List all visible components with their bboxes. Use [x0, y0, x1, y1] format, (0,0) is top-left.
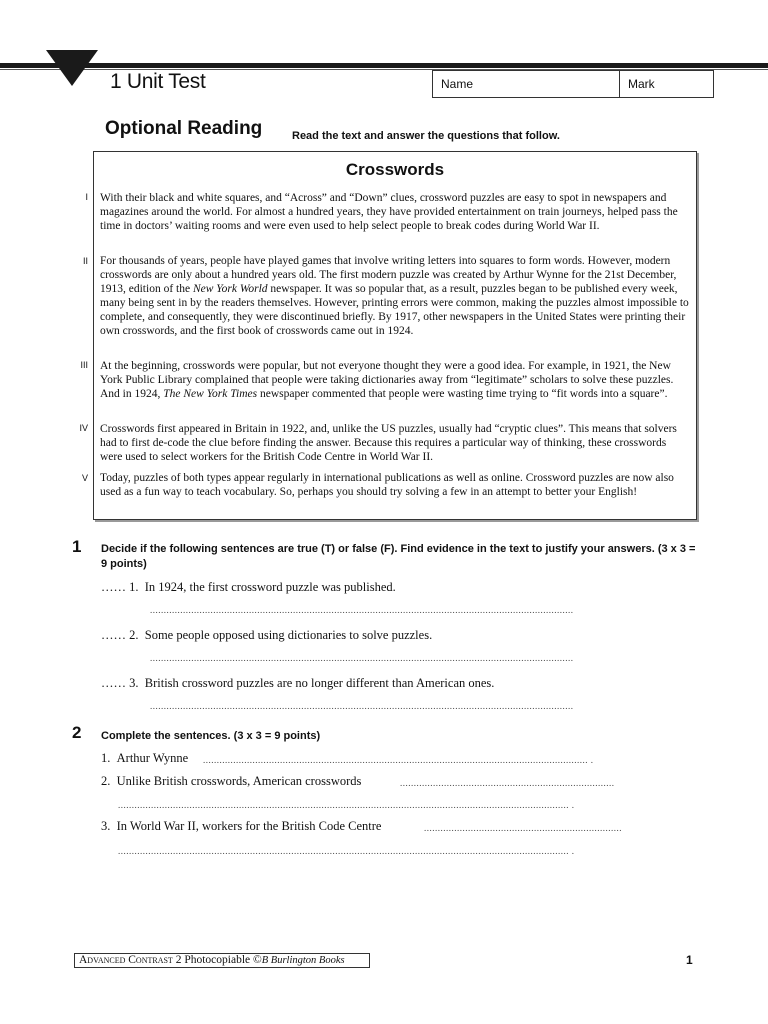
answer-line[interactable]: .................................................................................................................................................................... .: [118, 846, 575, 856]
answer-line[interactable]: ..........................................................................................................................................................: [150, 653, 574, 663]
completion-item: 1. Arthur Wynne: [101, 751, 189, 765]
paragraph-number: V: [81, 473, 88, 483]
tf-item: …… 3. British crossword puzzles are no longer different than American ones.: [101, 676, 495, 690]
paragraph-2: For thousands of years, people have played games that involve writing letters into squares to form words. However, modern crosswords are only about a hundred years old. The first modern puzzle was created by Arthur Wynne for the 21st December, 1913, edition of the New York World newspaper. It was so popular that, as a result, puzzles began to be published every week, many being sent in by the readers themselves. However, printing errors were common, making the puzzles almost impossible to complete, and consequently, they were discontinued briefly. By 1917, other newspapers in the United States were printing their own crosswords, and the first book of crosswords came out in 1924.: [100, 255, 689, 337]
paragraph-number: III: [80, 360, 88, 370]
page-number: 1: [686, 953, 693, 967]
unit-title: 1 Unit Test: [110, 70, 206, 93]
tf-item: …… 1. In 1924, the first crossword puzzle was published.: [101, 580, 396, 594]
paragraph-1: With their black and white squares, and “Across” and “Down” clues, crossword puzzles are easy to spot in newspapers and magazines around the world. For almost a hundred years, they have provided entertainment on train journeys, helped pass the time in doctors’ waiting rooms and were even used to help select people to break codes during World War II.: [100, 192, 678, 232]
answer-line[interactable]: ..............................................................................: [400, 778, 615, 788]
footer-credit: Advanced Contrast 2 Photocopiable ©B Burlington Books: [74, 953, 370, 968]
paragraph-number: II: [82, 256, 88, 266]
triangle-marker-icon: [46, 50, 98, 86]
section-title: Optional Reading: [105, 118, 263, 139]
paragraph-number: I: [85, 192, 88, 202]
header-rule: [0, 63, 768, 68]
mark-label: Mark: [628, 77, 655, 91]
question-instruction: Decide if the following sentences are true (T) or false (F). Find evidence in the text to justify your answers. (3 x 3 = 9 points): [101, 543, 696, 570]
answer-line[interactable]: ........................................................................: [424, 823, 622, 833]
paragraph-number: IV: [79, 423, 88, 433]
answer-line[interactable]: .................................................................................................................................................................... .: [118, 800, 575, 810]
tf-item: …… 2. Some people opposed using dictionaries to solve puzzles.: [101, 628, 433, 642]
answer-line[interactable]: ..........................................................................................................................................................: [150, 701, 574, 711]
question-instruction: Complete the sentences. (3 x 3 = 9 points): [101, 730, 321, 742]
answer-line[interactable]: ............................................................................................................................................ .: [203, 755, 594, 765]
reading-title: Crosswords: [345, 160, 445, 179]
question-number: 1: [72, 537, 82, 556]
name-field[interactable]: [432, 70, 620, 98]
name-label: Name: [441, 77, 474, 91]
paragraph-3: At the beginning, crosswords were popular, but not everyone thought they were a good idea. For example, in 1921, the New York Public Library complained that people were taking dictionaries away from “legitimate” scholars to solve these puzzles. And in 1924, The New York Times newspaper commented that people were wasting time trying to “fit words into a square”.: [100, 360, 674, 400]
paragraph-5: Today, puzzles of both types appear regularly in international publications as well as online. Crossword puzzles are now also used as a fun way to teach vocabulary. So, perhaps you should try solving a few in an attempt to better your English!: [100, 472, 674, 498]
completion-item: 2. Unlike British crosswords, American crosswords: [101, 774, 362, 788]
mark-field[interactable]: [620, 70, 714, 98]
section-instruction: Read the text and answer the questions that follow.: [292, 130, 560, 142]
answer-line[interactable]: ..........................................................................................................................................................: [150, 605, 574, 615]
reading-passage-box: [93, 151, 697, 520]
paragraph-4: Crosswords first appeared in Britain in 1922, and, unlike the US puzzles, usually had “cryptic clues”. This means that solvers had to first de-code the clue before finding the answer. Because this requires a particular way of thinking, these crosswords were used to select workers for the British Code Centre in World War II.: [100, 423, 677, 463]
completion-item: 3. In World War II, workers for the British Code Centre: [101, 819, 382, 833]
question-number: 2: [72, 723, 82, 742]
